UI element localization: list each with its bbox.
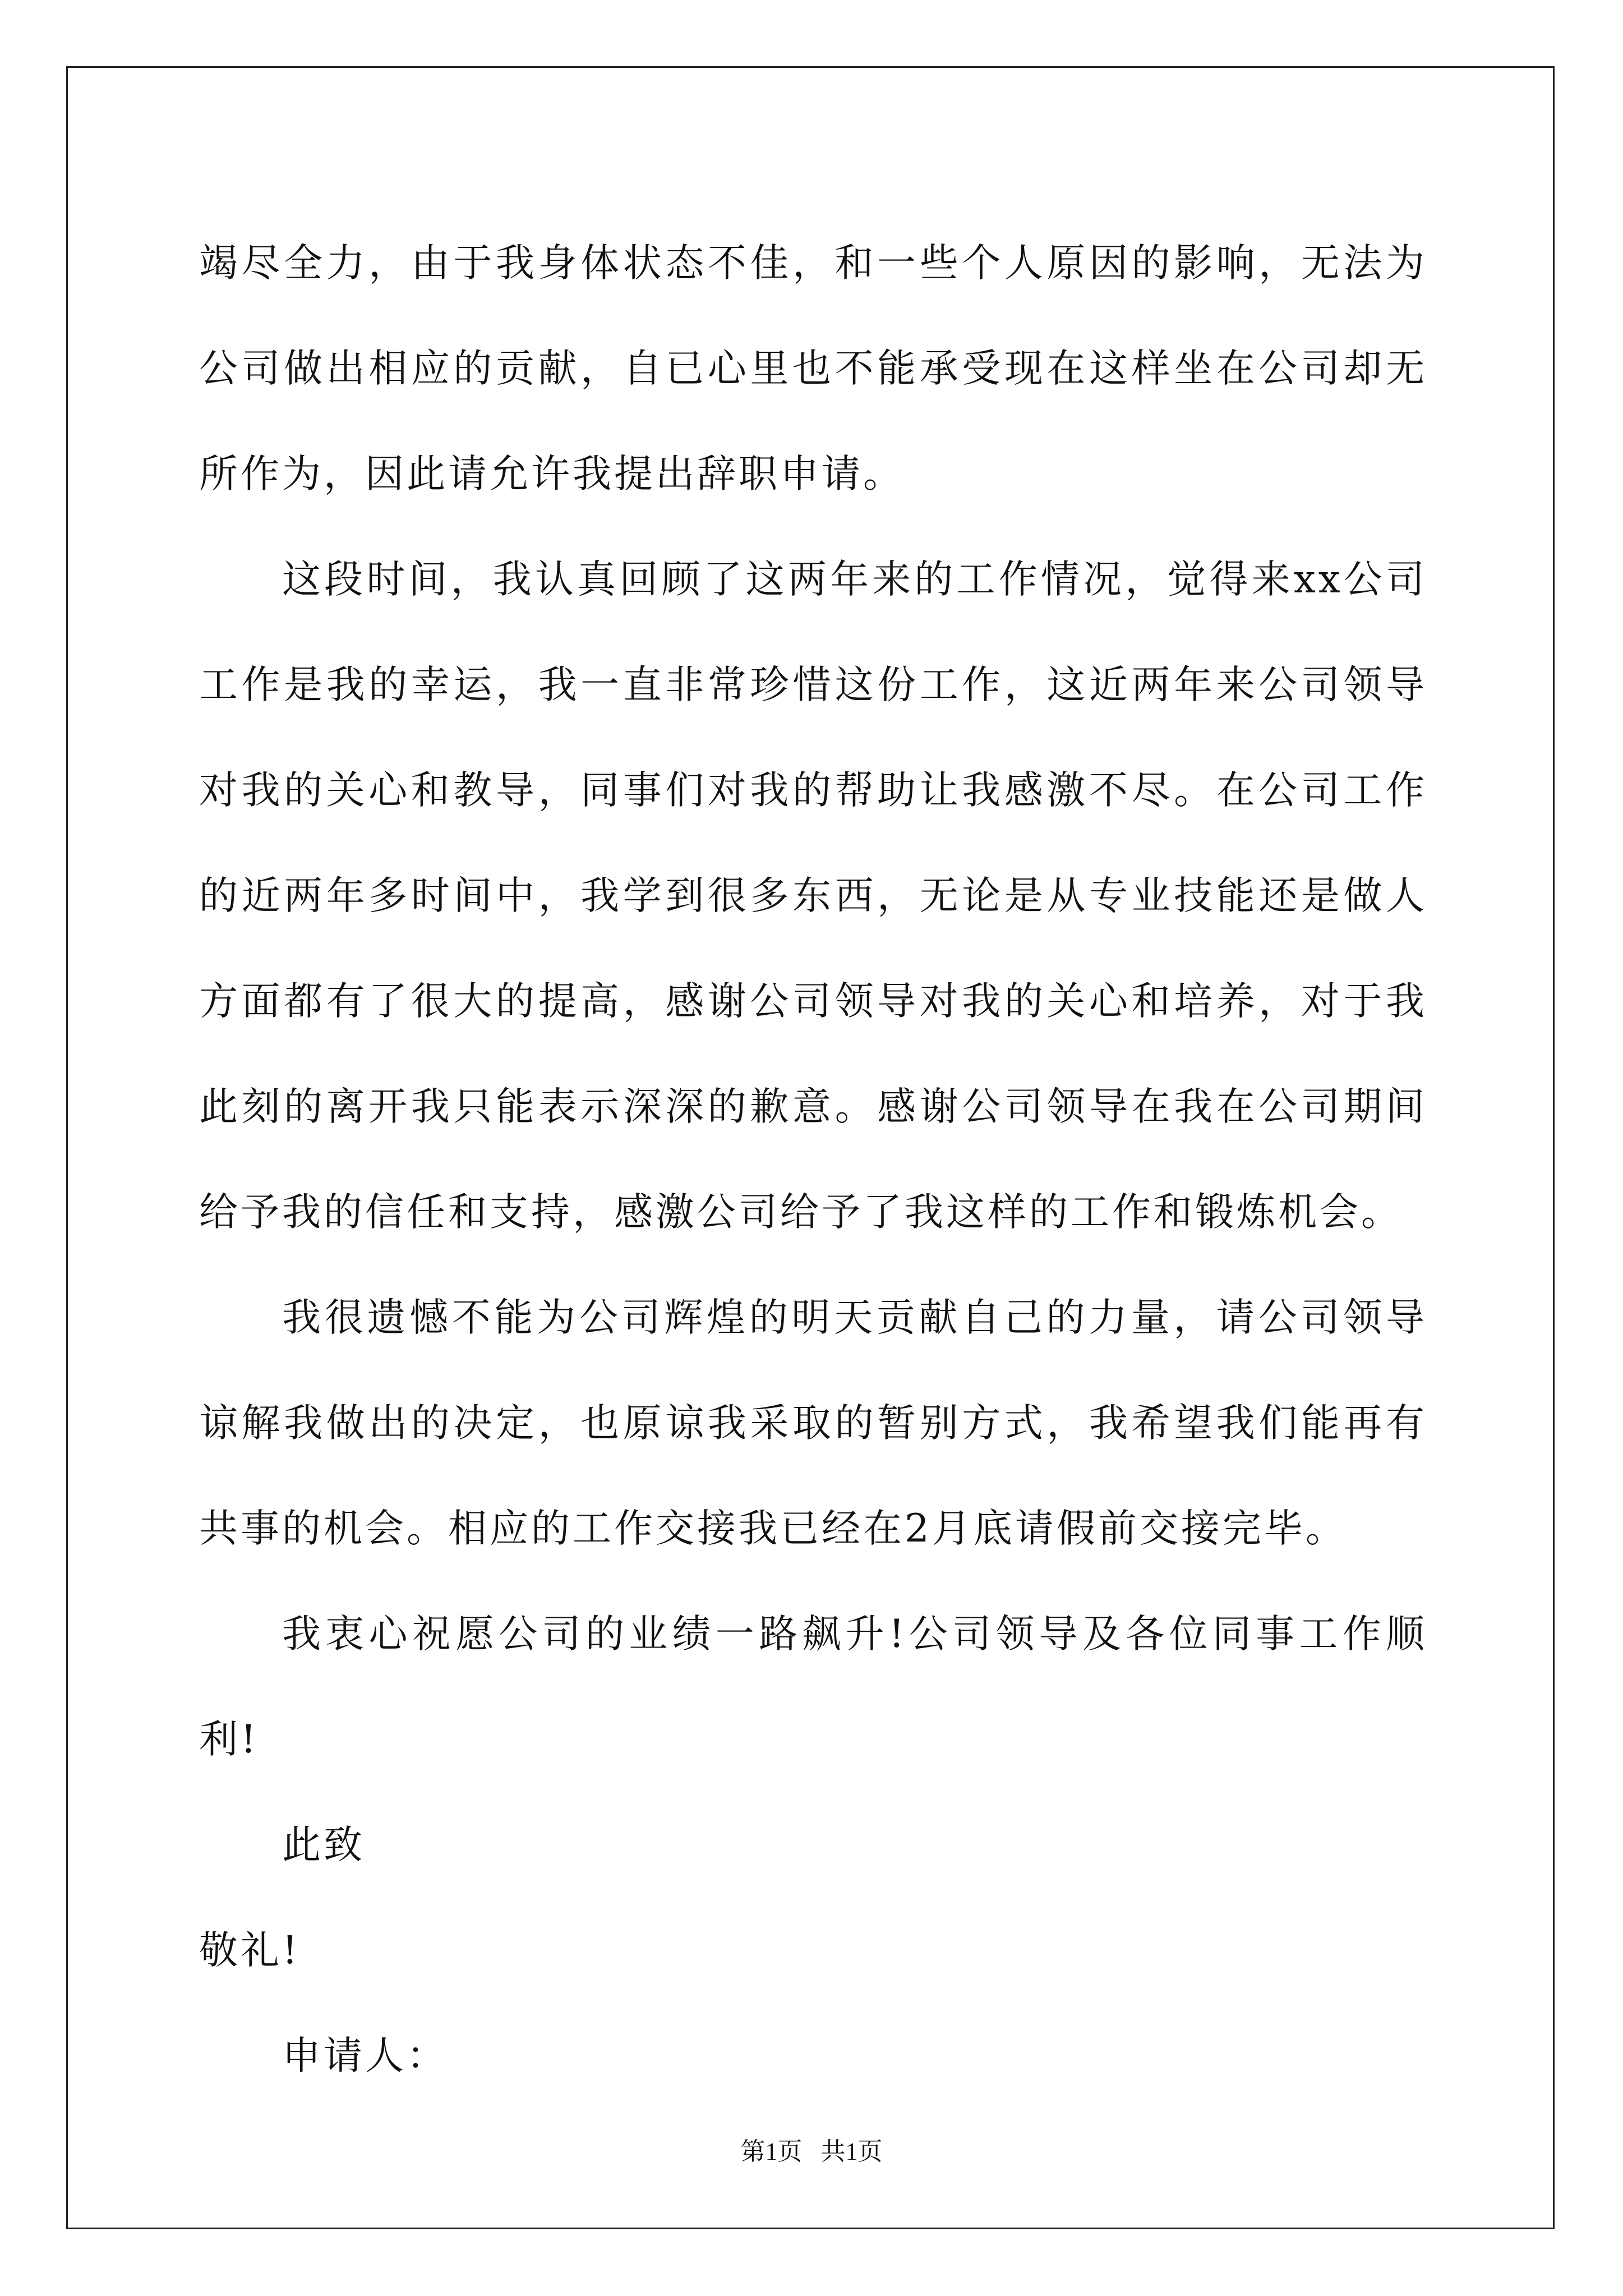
- paragraph-wishes: 我衷心祝愿公司的业绩一路飙升!公司领导及各位同事工作顺利!: [199, 1612, 1427, 1762]
- paragraph-continuation: 竭尽全力，由于我身体状态不佳，和一些个人原因的影响，无法为公司做出相应的贡献，自已心里也不能承受现在这样坐在公司却无所作为，因此请允许我提出辞职申请。: [199, 241, 1427, 496]
- page-footer: [0, 2136, 1623, 2168]
- paragraph-reflection: 这段时间，我认真回顾了这两年来的工作情况，觉得来xx公司工作是我的幸运，我一直非常珍惜这份工作，这近两年来公司领导对我的关心和教导，同事们对我的帮助让我感激不尽。在公司工作的近两年多时间中，我学到很多东西，无论是从专业技能还是做人方面都有了很大的提高，感谢公司领导对我的关心和培养，对于我此刻的离开我只能表示深深的歉意。感谢公司领导在我在公司期间给予我的信任和支持，感激公司给予了我这样的工作和锻炼机会。: [199, 557, 1427, 1235]
- document-body: [199, 210, 1427, 2109]
- applicant-label: 申请人：: [282, 2033, 448, 2078]
- page-total: 共1页: [820, 2138, 883, 2165]
- page-number: 第1页: [740, 2138, 803, 2165]
- closing-respect: 敬礼!: [199, 1928, 301, 1973]
- closing-salutation: 此致: [282, 1823, 365, 1867]
- paragraph-regret: 我很遗憾不能为公司辉煌的明天贡献自己的力量，请公司领导谅解我做出的决定，也原谅我采取的暂别方式，我希望我们能再有共事的机会。相应的工作交接我已经在2月底请假前交接完毕。: [199, 1295, 1427, 1551]
